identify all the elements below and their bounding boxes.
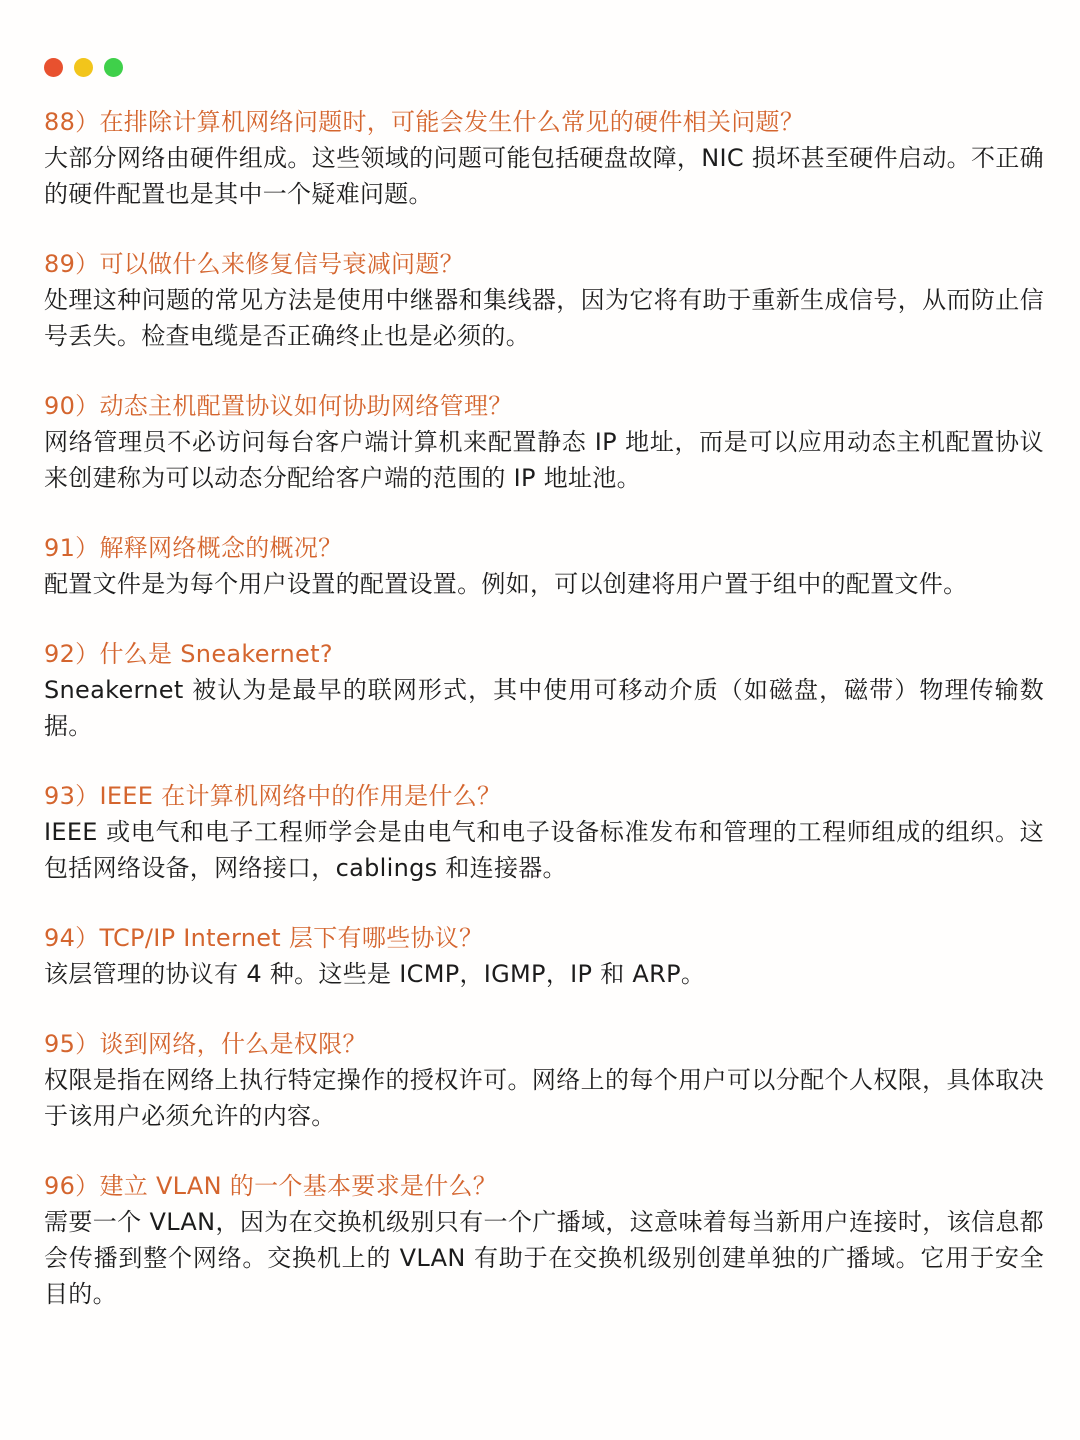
answer: Sneakernet 被认为是最早的联网形式，其中使用可移动介质（如磁盘，磁带）物理传输数据。 <box>44 676 1044 740</box>
answer: 大部分网络由硬件组成。这些领域的问题可能包括硬盘故障，NIC 损坏甚至硬件启动。不正确的硬件配置也是其中一个疑难问题。 <box>44 144 1044 208</box>
qa-item <box>44 1026 1044 1134</box>
qa-item <box>44 246 1044 354</box>
answer: 处理这种问题的常见方法是使用中继器和集线器，因为它将有助于重新生成信号，从而防止信号丢失。检查电缆是否正确终止也是必须的。 <box>44 286 1044 350</box>
qa-item <box>44 1168 1044 1312</box>
qa-item <box>44 104 1044 212</box>
question: 92）什么是 Sneakernet? <box>44 640 333 668</box>
answer: 需要一个 VLAN，因为在交换机级别只有一个广播域，这意味着每当新用户连接时，该信息都会传播到整个网络。交换机上的 VLAN 有助于在交换机级别创建单独的广播域。它用于安全目的。 <box>44 1208 1044 1308</box>
qa-item <box>44 920 1044 992</box>
answer: 配置文件是为每个用户设置的配置设置。例如，可以创建将用户置于组中的配置文件。 <box>44 570 968 598</box>
answer: 权限是指在网络上执行特定操作的授权许可。网络上的每个用户可以分配个人权限，具体取决于该用户必须允许的内容。 <box>44 1066 1044 1130</box>
qa-item <box>44 388 1044 496</box>
question: 88）在排除计算机网络问题时，可能会发生什么常见的硬件相关问题？ <box>44 108 805 136</box>
qa-item <box>44 636 1044 744</box>
qa-item <box>44 530 1044 602</box>
close-dot <box>44 58 63 77</box>
window-controls <box>44 58 123 77</box>
question: 93）IEEE 在计算机网络中的作用是什么？ <box>44 782 502 810</box>
question: 90）动态主机配置协议如何协助网络管理？ <box>44 392 513 420</box>
question: 95）谈到网络，什么是权限？ <box>44 1030 367 1058</box>
minimize-dot <box>74 58 93 77</box>
question: 91）解释网络概念的概况？ <box>44 534 343 562</box>
question: 94）TCP/IP Internet 层下有哪些协议？ <box>44 924 484 952</box>
answer: IEEE 或电气和电子工程师学会是由电气和电子设备标准发布和管理的工程师组成的组织。这包括网络设备，网络接口，cablings 和连接器。 <box>44 818 1044 882</box>
question: 89）可以做什么来修复信号衰减问题？ <box>44 250 464 278</box>
answer: 网络管理员不必访问每台客户端计算机来配置静态 IP 地址，而是可以应用动态主机配置协议来创建称为可以动态分配给客户端的范围的 IP 地址池。 <box>44 428 1044 492</box>
answer: 该层管理的协议有 4 种。这些是 ICMP，IGMP，IP 和 ARP。 <box>44 960 706 988</box>
maximize-dot <box>104 58 123 77</box>
question: 96）建立 VLAN 的一个基本要求是什么？ <box>44 1172 498 1200</box>
qa-list <box>44 104 1044 1346</box>
qa-item <box>44 778 1044 886</box>
